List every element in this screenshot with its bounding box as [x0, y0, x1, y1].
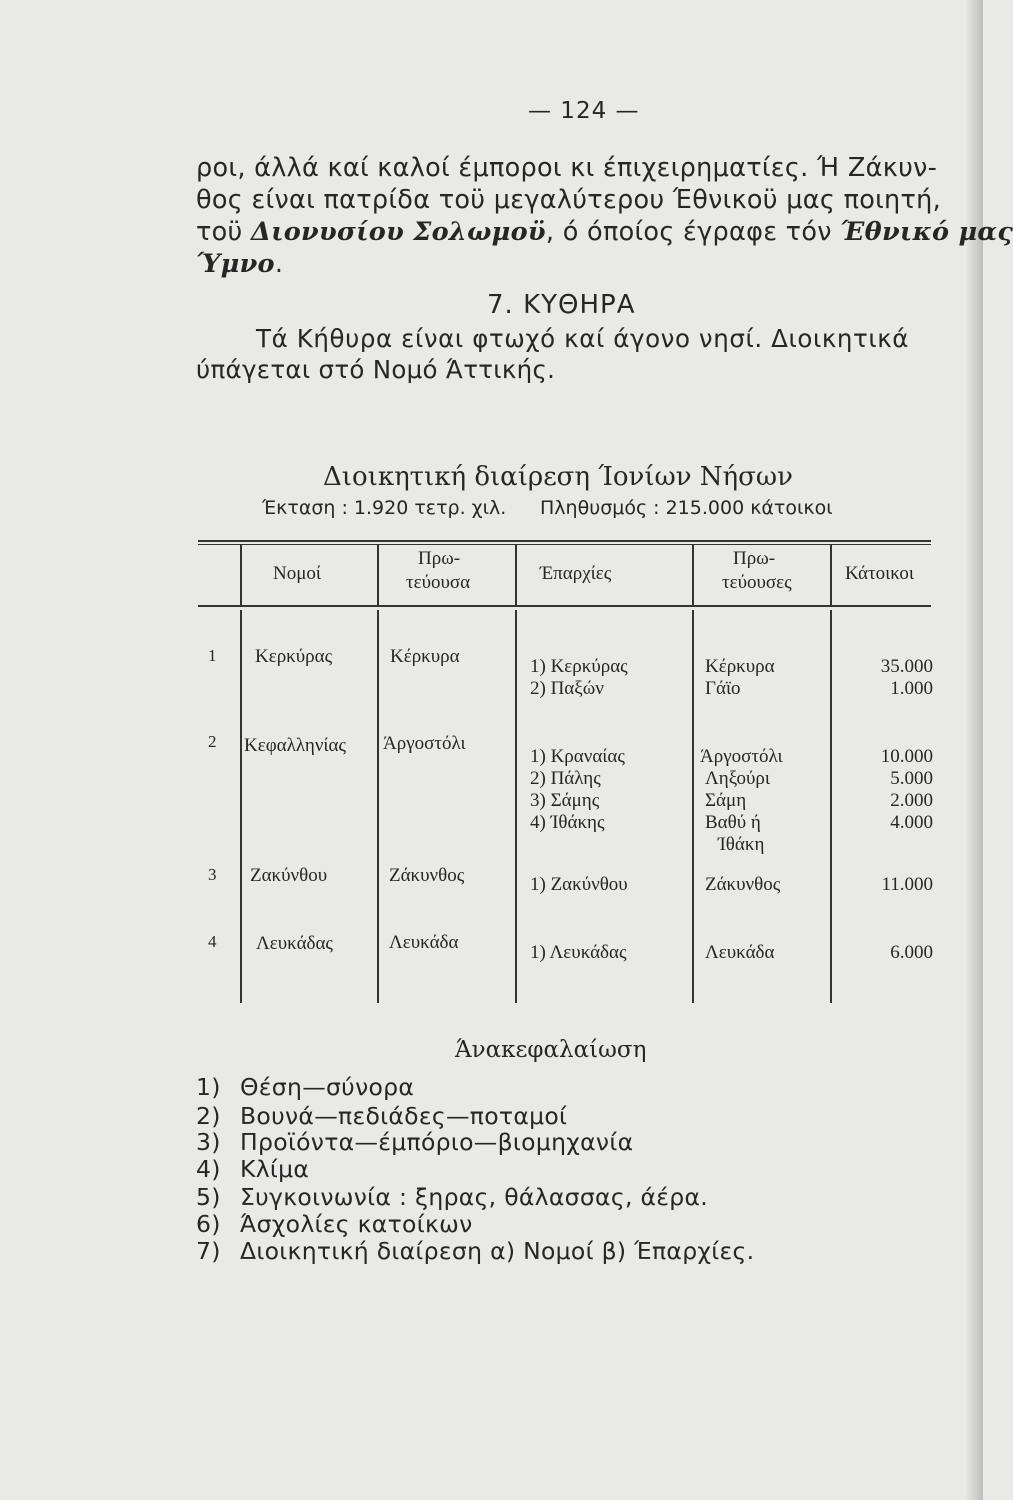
summary-title: Άνακεφαλαίωση: [455, 1037, 647, 1063]
row-2-capitals-3: Σάμη: [705, 790, 747, 811]
section-title: 7. ΚΥΘΗΡΑ: [487, 290, 636, 320]
col-sep-3-header: [515, 545, 517, 605]
row-1-province-1: 1) Κερκύρας: [530, 656, 628, 677]
header-inhabitants: Κάτοικοι: [845, 563, 914, 584]
area-value: 1.920 τετρ. χιλ.: [353, 497, 507, 519]
row-3-province-1: 1) Ζακύνθου: [530, 874, 628, 895]
row-2-inhabitants-2: 5.000: [890, 768, 933, 789]
summary-item-1-number: 1): [196, 1073, 221, 1101]
header-capital-1: Πρω-: [418, 548, 461, 569]
header-capitals-2: τεύουσες: [722, 572, 792, 593]
header-prefectures: Νομοί: [273, 563, 322, 584]
intro-line-3: [196, 217, 1013, 247]
summary-item-1: [196, 1073, 414, 1101]
row-2-inhabitants-3: 2.000: [890, 790, 933, 811]
row-1-capital: Κέρκυρα: [390, 646, 460, 667]
col-sep-4: [692, 610, 694, 1003]
intro-line-4-post: .: [274, 249, 284, 279]
row-3-prefecture: Ζακύνθου: [250, 865, 328, 886]
col-sep-2-header: [377, 545, 379, 605]
intro-line-3-pre: τοϋ: [196, 217, 252, 247]
summary-item-4: [196, 1155, 309, 1183]
intro-line-1: ροι, άλλά καί καλοί έμποροι κι έπιχειρηματίες. Ή Ζάκυν-: [196, 153, 938, 183]
row-2-capitals-1: Άργοστόλι: [700, 746, 783, 767]
summary-item-6: [196, 1210, 473, 1238]
area-label: Έκταση :: [262, 497, 348, 519]
summary-item-2-text: Βουνά—πεδιάδες—ποταμοί: [240, 1102, 568, 1130]
row-3-inhabitants-1: 11.000: [881, 874, 933, 895]
summary-item-3-number: 3): [196, 1128, 221, 1156]
row-2-capitals-2: Ληξούρι: [705, 768, 770, 789]
row-2-capitals-5: Ίθάκη: [718, 834, 765, 855]
row-4-inhabitants-1: 6.000: [890, 942, 933, 963]
header-capital-2: τεύουσα: [406, 572, 471, 593]
summary-item-2: [196, 1102, 567, 1130]
row-4-capitals-1: Λευκάδα: [705, 942, 775, 963]
row-4-province-1: 1) Λευκάδας: [530, 942, 627, 963]
row-2-province-3: 3) Σάμης: [530, 790, 600, 811]
header-provinces: Έπαρχίες: [540, 563, 612, 584]
summary-item-5: [196, 1183, 708, 1211]
row-2-province-1: 1) Κραναίας: [530, 746, 625, 767]
row-4-no: 4: [208, 932, 217, 951]
row-2-inhabitants-1: 10.000: [880, 746, 933, 767]
poet-name: Διονυσίου Σολωμοϋ: [251, 217, 546, 247]
population-info: [540, 497, 833, 519]
row-2-capital: Άργοστόλι: [383, 733, 466, 754]
summary-item-3: [196, 1128, 633, 1156]
row-1-capitals-2: Γάϊο: [705, 678, 741, 699]
summary-item-4-number: 4): [196, 1155, 221, 1183]
row-1-inhabitants-2: 1.000: [890, 678, 933, 699]
area-info: [262, 497, 506, 519]
summary-item-4-text: Κλίμα: [240, 1155, 310, 1183]
summary-item-7-text: Διοικητική διαίρεση α) Νομοί β) Έπαρχίες.: [240, 1237, 755, 1265]
summary-item-1-text: Θέση—σύνορα: [240, 1073, 415, 1101]
summary-item-6-number: 6): [196, 1210, 221, 1238]
population-label: Πληθυσμός :: [540, 497, 660, 519]
row-2-province-2: 2) Πάλης: [530, 768, 601, 789]
table-header-rule: [198, 605, 931, 607]
row-4-prefecture: Λευκάδας: [256, 933, 333, 954]
summary-item-2-number: 2): [196, 1102, 221, 1130]
table-top-rule-thin: [198, 544, 931, 545]
header-capitals-1: Πρω-: [733, 548, 776, 569]
col-sep-2: [377, 610, 379, 1003]
intro-line-4: [196, 249, 283, 279]
row-2-province-4: 4) Ίθάκης: [530, 812, 605, 833]
col-sep-4-header: [692, 545, 694, 605]
row-2-inhabitants-4: 4.000: [890, 812, 933, 833]
col-sep-1-header: [240, 545, 242, 605]
summary-item-6-text: Άσχολίες κατοίκων: [240, 1210, 473, 1238]
row-1-province-2: 2) Παξών: [530, 678, 604, 699]
row-4-capital: Λευκάδα: [389, 932, 459, 953]
row-1-capitals-1: Κέρκυρα: [705, 656, 775, 677]
population-value: 215.000 κάτοικοι: [665, 497, 833, 519]
anthem-title-part-2: Ύμνο: [196, 249, 275, 279]
summary-item-3-text: Προϊόντα—έμπόριο—βιομηχανία: [240, 1128, 634, 1156]
row-1-no: 1: [208, 646, 217, 665]
row-3-no: 3: [208, 865, 217, 884]
row-1-prefecture: Κερκύρας: [255, 646, 333, 667]
col-sep-5-header: [830, 545, 832, 605]
row-2-prefecture: Κεφαλληνίας: [244, 735, 346, 756]
table-top-rule: [198, 540, 931, 542]
page-number: — 124 —: [528, 98, 640, 124]
summary-item-5-number: 5): [196, 1183, 221, 1211]
section-line-2: ύπάγεται στό Νομό Άττικής.: [196, 355, 556, 384]
anthem-title-part-1: Έθνικό μας: [840, 217, 1013, 247]
row-2-capitals-4: Βαθύ ή: [705, 812, 761, 833]
summary-item-7-number: 7): [196, 1237, 221, 1265]
intro-line-2: θος είναι πατρίδα τοϋ μεγαλύτερου Έθνικοϋ μας ποιητή,: [196, 185, 942, 215]
intro-line-3-mid: , ό όποίος έγραφε τόν: [545, 217, 841, 247]
admin-title: Διοικητική διαίρεση Ίονίων Νήσων: [323, 462, 793, 492]
row-3-capitals-1: Ζάκυνθος: [705, 874, 781, 895]
col-sep-1: [240, 610, 242, 1003]
summary-item-7: [196, 1237, 754, 1265]
summary-item-5-text: Συγκοινωνία : ξηρας, θάλασσας, άέρα.: [240, 1183, 709, 1211]
row-3-capital: Ζάκυνθος: [389, 865, 465, 886]
row-1-inhabitants-1: 35.000: [880, 656, 933, 677]
row-2-no: 2: [208, 732, 217, 751]
col-sep-3: [515, 610, 517, 1003]
section-line-1: Τά Κήθυρα είναι φτωχό καί άγονο νησί. Διοικητικά: [256, 324, 910, 353]
